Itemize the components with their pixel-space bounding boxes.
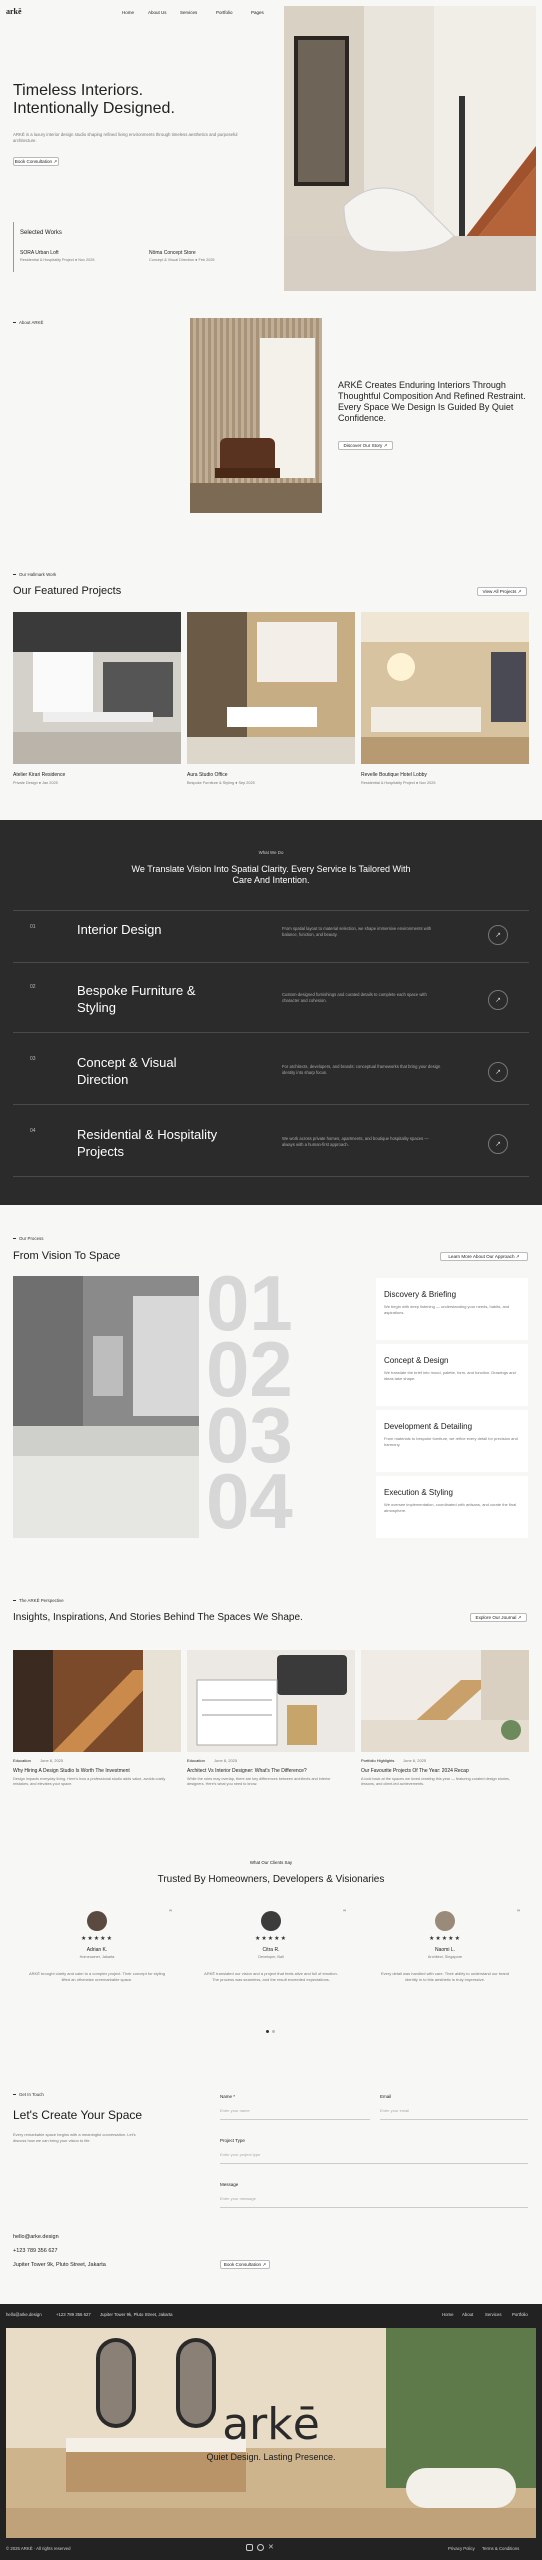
blog-card-1-image[interactable]: [13, 1650, 181, 1752]
quote-icon: ❞: [169, 1910, 173, 1916]
message-field[interactable]: Enter your message: [220, 2196, 528, 2208]
testimonial-card-1: [13, 1905, 181, 2015]
instagram-icon[interactable]: [246, 2544, 253, 2551]
testimonial-3-role: Architect, Singapore: [427, 1955, 463, 1959]
project-type-label: Project Type: [220, 2138, 245, 2143]
blog-1-date: June 8, 2025: [40, 1758, 64, 1763]
avatar: [261, 1911, 281, 1931]
selected-works-block: [13, 222, 253, 272]
x-icon[interactable]: ✕: [268, 2544, 274, 2551]
project-2-meta: Bespoke Furniture & Styling ● Sep 2025: [187, 781, 255, 785]
work-1-name[interactable]: SORA Urban Loft: [20, 250, 59, 256]
nav-link-services[interactable]: Services: [180, 10, 198, 15]
blog-1-desc: Design impacts everyday living. Here's how a professional studio adds value, avoids costly mistakes, and elevates your space.: [13, 1777, 166, 1786]
blog-2-date: June 8, 2025: [214, 1758, 238, 1763]
rating-stars: ★★★★★: [81, 1936, 113, 1942]
testimonial-1-role: Homeowner, Jakarta: [79, 1955, 115, 1959]
contact-tag: Get In Touch: [13, 2092, 44, 2097]
testimonial-card-2: [187, 1905, 355, 2015]
testimonial-3-quote: Every detail was handled with care. Their ability to understand our brand identity in to this aesthetic is truly impressive.: [381, 1971, 509, 1982]
hero-image: [284, 6, 536, 291]
blog-3-desc: A look back at the spaces we loved creating this year — featuring curated design stories, lessons, and client-led achievements.: [361, 1777, 511, 1786]
blog-3-date: June 8, 2025: [403, 1758, 427, 1763]
service-4-num: 04: [30, 1128, 36, 1134]
email-field[interactable]: Enter your email: [380, 2108, 528, 2120]
service-divider-3: [13, 1104, 529, 1105]
projects-tag: Our Hallmark Work: [13, 572, 56, 577]
footer-tagline: Quiet Design. Lasting Presence.: [206, 2452, 336, 2462]
process-numeral-4: 04: [206, 1457, 293, 1545]
project-3-name[interactable]: Revelle Boutique Hotel Lobby: [361, 772, 427, 778]
discover-story-button[interactable]: Discover Our Story ↗: [338, 441, 393, 450]
testimonial-2-name: Citra R.: [262, 1947, 280, 1953]
name-field[interactable]: Enter your name: [220, 2108, 370, 2120]
logo[interactable]: arkē: [6, 7, 22, 16]
view-all-projects-button[interactable]: View All Projects ↗: [477, 587, 527, 596]
service-2-arrow-icon[interactable]: ↗: [488, 990, 508, 1010]
service-1-desc: From spatial layout to material selection, we shape immersive environments with balance, function, and beauty.: [282, 926, 432, 937]
contact-address: Jupiter Tower 9k, Pluto Street, Jakarta: [13, 2262, 106, 2268]
nav-link-pages[interactable]: Pages: [251, 10, 264, 15]
project-1-name[interactable]: Atelier Kirari Residence: [13, 772, 66, 778]
process-image: [13, 1276, 199, 1538]
process-step-4: [376, 1476, 528, 1538]
project-card-1-image[interactable]: [13, 612, 181, 764]
process-numeral-1: 01: [206, 1259, 293, 1347]
testimonial-2-role: Developer, Bali: [258, 1955, 284, 1959]
learn-approach-button[interactable]: Learn More About Our Approach ↗: [440, 1252, 528, 1261]
blog-title: Insights, Inspirations, And Stories Behind The Spaces We Shape.: [13, 1612, 303, 1623]
blog-3-title[interactable]: Our Favourite Projects Of The Year: 2024 Recap: [361, 1768, 469, 1774]
footer-link-about[interactable]: About: [462, 2312, 474, 2317]
nav-link-portfolio[interactable]: Portfolio: [216, 10, 233, 15]
blog-2-cat[interactable]: Education: [187, 1758, 205, 1763]
process-step-2-desc: We translate the brief into mood, palette, form, and function. Drawings and ideas take shape.: [384, 1370, 516, 1381]
footer-link-portfolio[interactable]: Portfolio: [512, 2312, 528, 2317]
hero-description: ARKĒ is a luxury interior design studio shaping refined living environments through timeless aesthetics and purposeful architecture.: [13, 132, 238, 143]
blog-2-desc: While the roles may overlap, there are key differences between architects and interior designers. Here's what you need to know.: [187, 1777, 331, 1786]
process-step-3-desc: From materials to bespoke furniture, we refine every detail for precision and harmony.: [384, 1436, 518, 1447]
service-2-num: 02: [30, 984, 36, 990]
service-1-arrow-icon[interactable]: ↗: [488, 925, 508, 945]
nav-link-home[interactable]: Home: [122, 10, 135, 15]
avatar: [435, 1911, 455, 1931]
testimonial-card-3: [361, 1905, 529, 2015]
work-1-meta: Residential & Hospitality Project ● Nov 2025: [20, 258, 95, 262]
hero-title-line-2: Intentionally Designed.: [13, 100, 175, 117]
blog-card-2-image[interactable]: [187, 1650, 355, 1752]
carousel-dots[interactable]: [266, 2030, 278, 2033]
nav-link-about[interactable]: About Us: [148, 10, 167, 15]
process-step-3: [376, 1410, 528, 1472]
service-1-name[interactable]: Interior Design: [77, 922, 162, 937]
facebook-icon[interactable]: [257, 2544, 264, 2551]
contact-phone[interactable]: +123 789 356 627: [13, 2248, 58, 2254]
rating-stars: ★★★★★: [429, 1936, 461, 1942]
work-2-name[interactable]: Nōma Concept Store: [149, 250, 196, 256]
selected-works-label: Selected Works: [20, 230, 62, 236]
terms-link[interactable]: Terms & Conditions: [482, 2546, 520, 2551]
testimonial-3-name: Naomi L.: [434, 1947, 455, 1953]
process-step-2: [376, 1344, 528, 1406]
about-tag: About ARKĒ: [13, 320, 43, 325]
about-statement: ARKĒ Creates Enduring Interiors Through Thoughtful Composition And Refined Restraint. Every Space We Design Is Guided By Quiet Confidence.: [338, 380, 526, 423]
process-step-2-name: Concept & Design: [384, 1356, 449, 1365]
submit-button[interactable]: Book Consultation ↗: [220, 2260, 270, 2269]
service-3-arrow-icon[interactable]: ↗: [488, 1062, 508, 1082]
blog-card-3-image[interactable]: [361, 1650, 529, 1752]
about-image: [190, 318, 322, 513]
service-divider-1: [13, 962, 529, 963]
service-2-name[interactable]: Bespoke Furniture & Styling: [77, 983, 196, 1015]
contact-title: Let's Create Your Space: [13, 2108, 143, 2122]
services-tag: What We Do: [258, 850, 284, 855]
testimonials-tag: What Our Clients Say: [249, 1860, 293, 1865]
carousel-dot[interactable]: [272, 2030, 275, 2033]
services-title: We Translate Vision Into Spatial Clarity. Every Service Is Tailored With Care And Intention.: [131, 864, 411, 885]
project-card-3-image[interactable]: [361, 612, 529, 764]
hero-title: [13, 82, 175, 118]
service-divider-0: [13, 910, 529, 911]
service-divider-2: [13, 1032, 529, 1033]
service-1-num: 01: [30, 924, 36, 930]
message-label: Message: [220, 2182, 239, 2187]
quote-icon: ❞: [343, 1910, 347, 1916]
rating-stars: ★★★★★: [255, 1936, 287, 1942]
footer: [0, 2304, 542, 2560]
project-type-field[interactable]: Enter your project type: [220, 2152, 528, 2164]
process-step-4-name: Execution & Styling: [384, 1488, 453, 1497]
social-icons: [246, 2544, 274, 2551]
process-numeral-3: 03: [206, 1391, 293, 1479]
service-3-name[interactable]: Concept & Visual Direction: [77, 1055, 177, 1087]
footer-brand: arkē: [222, 2399, 320, 2450]
blog-3-cat[interactable]: Portfolio Highlights: [361, 1758, 395, 1763]
project-3-meta: Residential & Hospitality Project ● Nov 2025: [361, 781, 436, 785]
blog-2-title[interactable]: Architect Vs Interior Designer: What's The Difference?: [187, 1768, 307, 1774]
footer-phone[interactable]: +123 789 356 627: [56, 2312, 91, 2317]
service-2-desc: Custom-designed furnishings and curated details to complete each space with character and cohesion.: [282, 992, 427, 1003]
explore-journal-button[interactable]: Explore Our Journal ↗: [470, 1613, 527, 1622]
testimonial-2-quote: ARKĒ translated our vision and a project that feels alive and full of emotion. The process was seamless, and the result exceeded expectations.: [204, 1971, 338, 1982]
name-label: Name *: [220, 2094, 236, 2099]
process-step-1: [376, 1278, 528, 1340]
blog-tag: The ARKĒ Perspective: [13, 1598, 64, 1603]
work-2-meta: Concept & Visual Direction ● Feb 2025: [149, 258, 215, 262]
service-divider-4: [13, 1176, 529, 1177]
project-1-meta: Private Design ● Jan 2025: [13, 781, 58, 785]
email-label: Email: [380, 2094, 392, 2099]
footer-address: Jupiter Tower 9k, Pluto Street, Jakarta: [100, 2312, 173, 2317]
privacy-policy-link[interactable]: Privacy Policy: [448, 2546, 475, 2551]
contact-email[interactable]: hello@arke.design: [13, 2234, 59, 2240]
quote-icon: ❞: [517, 1910, 521, 1916]
services-section: [0, 820, 542, 1205]
process-step-3-name: Development & Detailing: [384, 1422, 473, 1431]
testimonials-title: Trusted By Homeowners, Developers & Visionaries: [157, 1874, 385, 1885]
hero-title-line-1: Timeless Interiors.: [13, 82, 144, 99]
process-step-1-name: Discovery & Briefing: [384, 1290, 457, 1299]
service-3-num: 03: [30, 1056, 36, 1062]
footer-link-services[interactable]: Services: [485, 2312, 502, 2317]
process-step-4-desc: We oversee implementation, coordinated with artisans, and curate the final atmosphere.: [384, 1502, 517, 1513]
projects-title: Our Featured Projects: [13, 585, 122, 597]
process-numeral-2: 02: [206, 1325, 293, 1413]
blog-1-cat[interactable]: Education: [13, 1758, 31, 1763]
project-2-name[interactable]: Aura Studio Office: [187, 772, 228, 778]
project-card-2-image[interactable]: [187, 612, 355, 764]
book-consultation-button[interactable]: Book Consultation ↗: [13, 157, 59, 166]
footer-link-home[interactable]: Home: [442, 2312, 454, 2317]
avatar: [87, 1911, 107, 1931]
footer-email[interactable]: hello@arke.design: [6, 2312, 42, 2317]
service-4-desc: We work across private homes, apartments, and boutique hospitality spaces — always with a human-first approach.: [282, 1136, 429, 1147]
contact-description: Every remarkable space begins with a meaningful conversation. Let's discuss how we can bring your vision to life.: [13, 2132, 136, 2143]
footer-copyright: © 2025 ARKĒ · All rights reserved: [6, 2546, 71, 2551]
testimonial-1-quote: ARKĒ brought clarity and calm to a complex project. Their concept for styling lifted an otherwise unremarkable space.: [29, 1971, 165, 1982]
process-step-1-desc: We begin with deep listening — understanding your needs, habits, and aspirations.: [384, 1304, 510, 1315]
process-tag: Our Process: [13, 1236, 43, 1241]
blog-1-title[interactable]: Why Hiring A Design Studio Is Worth The Investment: [13, 1768, 130, 1774]
process-title: From Vision To Space: [13, 1250, 121, 1262]
service-4-name[interactable]: Residential & Hospitality Projects: [77, 1127, 218, 1159]
carousel-dot-active[interactable]: [266, 2030, 269, 2033]
testimonial-1-name: Adrian K.: [86, 1947, 108, 1953]
service-3-desc: For architects, developers, and brands: conceptual frameworks that bring your design identity into sharp focus.: [282, 1064, 441, 1075]
service-4-arrow-icon[interactable]: ↗: [488, 1134, 508, 1154]
